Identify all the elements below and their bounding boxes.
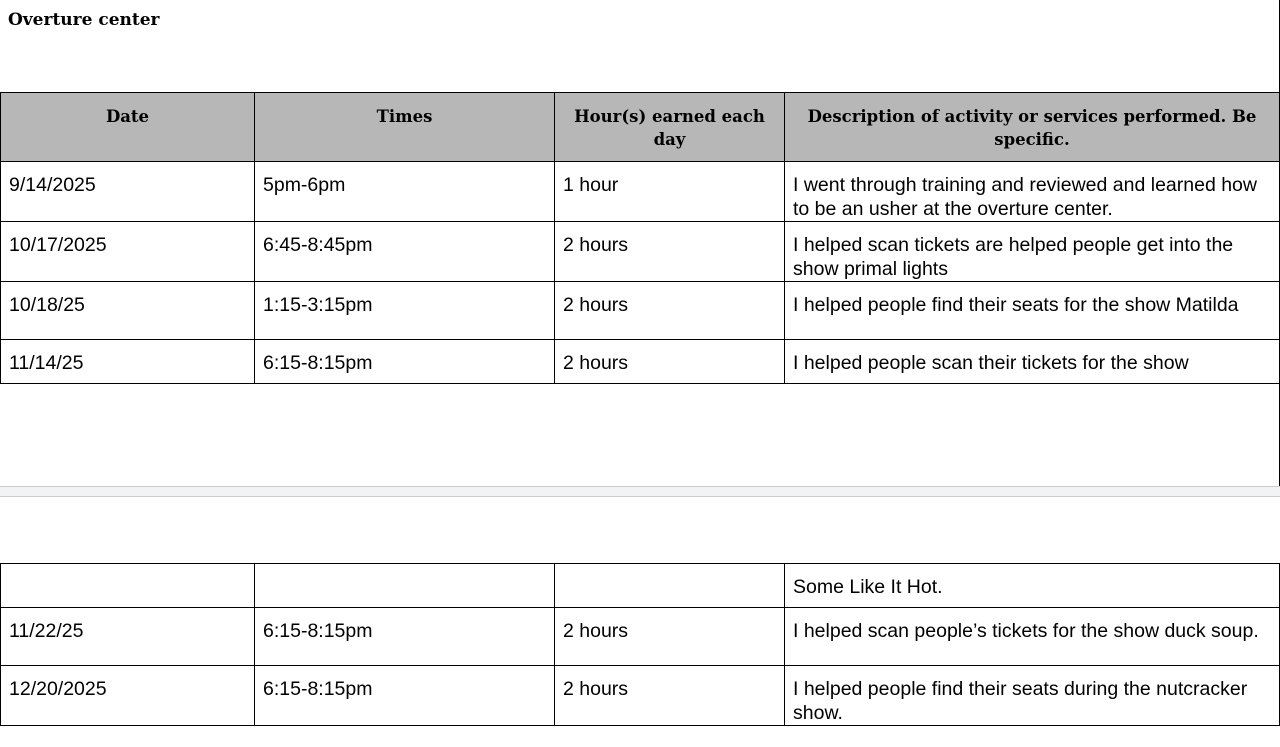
volunteer-hours-table-continued xyxy=(0,563,1280,726)
cell-times[interactable]: 6:15-8:15pm xyxy=(255,340,555,384)
cell-times[interactable] xyxy=(255,564,555,608)
cell-times[interactable]: 5pm-6pm xyxy=(255,162,555,222)
cell-hours[interactable]: 1 hour xyxy=(555,162,785,222)
table-row xyxy=(1,666,1280,726)
document-page-2 xyxy=(0,497,1279,747)
header-hours: Hour(s) earned each day xyxy=(555,93,785,162)
cell-hours[interactable]: 2 hours xyxy=(555,666,785,726)
cell-times[interactable]: 6:15-8:15pm xyxy=(255,608,555,666)
cell-date[interactable]: 12/20/2025 xyxy=(1,666,255,726)
cell-times[interactable]: 6:45-8:45pm xyxy=(255,222,555,282)
cell-description[interactable]: I helped people scan their tickets for the show xyxy=(785,340,1280,384)
cell-times[interactable]: 1:15-3:15pm xyxy=(255,282,555,340)
cell-date[interactable] xyxy=(1,564,255,608)
header-date: Date xyxy=(1,93,255,162)
cell-description[interactable]: I helped scan people’s tickets for the show duck soup. xyxy=(785,608,1280,666)
table-row xyxy=(1,162,1280,222)
cell-description[interactable]: I helped people find their seats during the nutcracker show. xyxy=(785,666,1280,726)
table-row xyxy=(1,608,1280,666)
cell-times[interactable]: 6:15-8:15pm xyxy=(255,666,555,726)
table-row xyxy=(1,564,1280,608)
table-row xyxy=(1,282,1280,340)
cell-date[interactable]: 10/17/2025 xyxy=(1,222,255,282)
cell-hours[interactable]: 2 hours xyxy=(555,340,785,384)
table-row xyxy=(1,340,1280,384)
organization-title: Overture center xyxy=(8,10,160,30)
cell-date[interactable]: 9/14/2025 xyxy=(1,162,255,222)
cell-description[interactable]: Some Like It Hot. xyxy=(785,564,1280,608)
cell-description[interactable]: I went through training and reviewed and learned how to be an usher at the overture center. xyxy=(785,162,1280,222)
cell-description[interactable]: I helped scan tickets are helped people get into the show primal lights xyxy=(785,222,1280,282)
header-description: Description of activity or services performed. Be specific. xyxy=(785,93,1280,162)
table-row xyxy=(1,222,1280,282)
cell-hours[interactable] xyxy=(555,564,785,608)
cell-hours[interactable]: 2 hours xyxy=(555,608,785,666)
cell-description[interactable]: I helped people find their seats for the show Matilda xyxy=(785,282,1280,340)
cell-hours[interactable]: 2 hours xyxy=(555,222,785,282)
volunteer-hours-table xyxy=(0,92,1280,384)
cell-date[interactable]: 10/18/25 xyxy=(1,282,255,340)
cell-hours[interactable]: 2 hours xyxy=(555,282,785,340)
cell-date[interactable]: 11/22/25 xyxy=(1,608,255,666)
page-break xyxy=(0,486,1280,497)
cell-date[interactable]: 11/14/25 xyxy=(1,340,255,384)
table-header-row xyxy=(1,93,1280,162)
header-times: Times xyxy=(255,93,555,162)
